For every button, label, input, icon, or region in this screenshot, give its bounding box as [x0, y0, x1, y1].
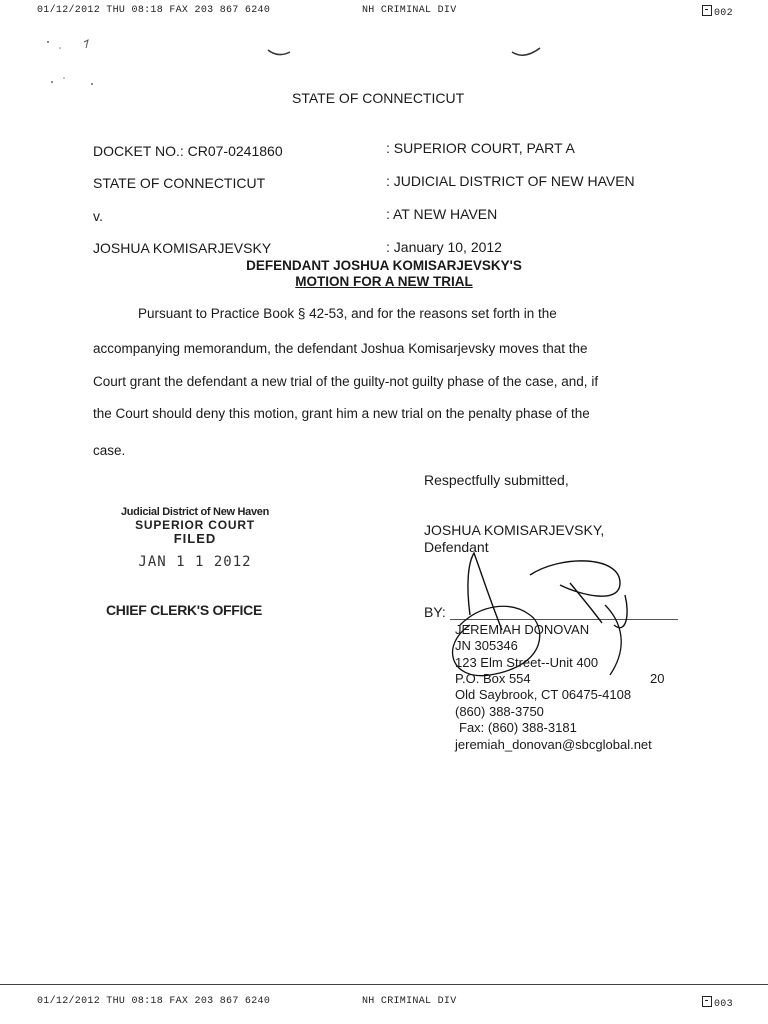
attorney-fax: Fax: (860) 388-3181 — [459, 720, 577, 735]
stamp-district: Judicial District of New Haven — [120, 506, 270, 518]
defendant-name: JOSHUA KOMISARJEVSKY — [93, 240, 272, 256]
signer-role: Defendant — [424, 539, 489, 555]
stamp-office: CHIEF CLERK'S OFFICE — [106, 602, 262, 618]
body-line: accompanying memorandum, the defendant Joshua Komisarjevsky moves that the — [93, 341, 588, 356]
stamp-court: SUPERIOR COURT — [135, 518, 255, 532]
attorney-name: JEREMIAH DONOVAN — [455, 622, 590, 637]
attorney-city: Old Saybrook, CT 06475-4108 — [455, 687, 632, 702]
attorney-po-box: P.O. Box 554 — [455, 671, 531, 686]
body-line: Pursuant to Practice Book § 42-53, and for the reasons set forth in the — [138, 306, 557, 321]
attorney-juris-number: JN 305346 — [455, 638, 518, 653]
by-label: BY: — [424, 604, 446, 620]
fax-page-icon — [702, 996, 712, 1007]
state-heading: STATE OF CONNECTICUT — [292, 90, 465, 106]
stamp-date: JAN 1 1 2012 — [138, 554, 252, 570]
attorney-email: jeremiah_donovan@sbcglobal.net — [455, 737, 652, 752]
court-name: : SUPERIOR COURT, PART A — [386, 140, 575, 156]
body-line: case. — [93, 443, 126, 458]
fax-header-top-division: NH CRIMINAL DIV — [362, 5, 457, 16]
fax-header-bottom-division: NH CRIMINAL DIV — [362, 996, 457, 1007]
fax-header-top-page: 002 — [702, 5, 733, 19]
attorney-street: 123 Elm Street--Unit 400 — [455, 655, 599, 670]
docket-number: DOCKET NO.: CR07-0241860 — [93, 143, 283, 159]
plaintiff-name: STATE OF CONNECTICUT — [93, 175, 266, 191]
closing-text: Respectfully submitted, — [424, 472, 569, 488]
motion-title-line2: MOTION FOR A NEW TRIAL — [295, 274, 473, 289]
motion-title-line1: DEFENDANT JOSHUA KOMISARJEVSKY'S — [246, 258, 522, 273]
fax-header-top-transmission: 01/12/2012 THU 08:18 FAX 203 867 6240 — [37, 5, 271, 16]
attorney-phone: (860) 388-3750 — [455, 704, 544, 719]
filing-date: : January 10, 2012 — [386, 239, 502, 255]
fax-header-bottom-page: 003 — [702, 996, 733, 1010]
stamp-status: FILED — [173, 531, 217, 546]
judicial-district: : JUDICIAL DISTRICT OF NEW HAVEN — [386, 173, 635, 189]
fax-header-bottom-transmission: 01/12/2012 THU 08:18 FAX 203 867 6240 — [37, 996, 271, 1007]
body-line: Court grant the defendant a new trial of the guilty-not guilty phase of the case, and, if — [93, 374, 599, 389]
court-location: : AT NEW HAVEN — [386, 206, 498, 222]
body-line: the Court should deny this motion, grant him a new trial on the penalty phase of the — [93, 406, 590, 421]
versus-label: v. — [93, 208, 103, 224]
fax-page-icon — [702, 5, 712, 16]
page-divider — [0, 984, 768, 985]
attorney-po-box-suffix: 20 — [650, 671, 665, 686]
signer-name: JOSHUA KOMISARJEVSKY, — [424, 522, 605, 538]
